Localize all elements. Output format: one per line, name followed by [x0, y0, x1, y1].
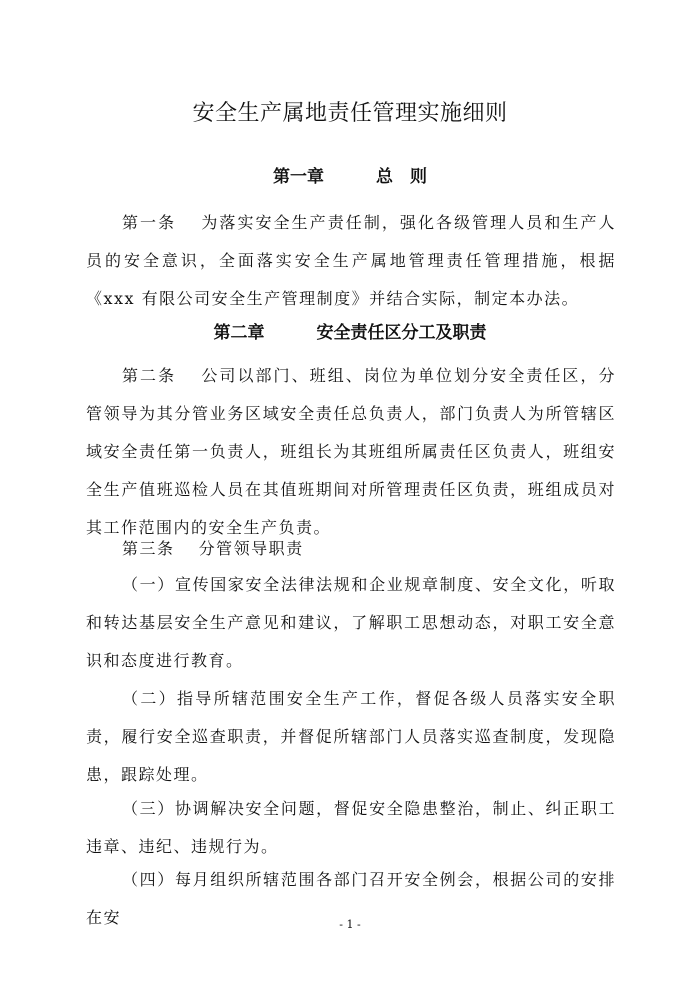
chapter-2-heading — [0, 318, 700, 343]
page-number: - 1 - — [339, 918, 361, 931]
chapter-2-number: 第二章 — [213, 323, 265, 343]
article-1: 第一条 为落实安全生产责任制，强化各级管理人员和生产人员的安全意识，全面落实安全生产属地管理责任管理措施，根据《xxx 有限公司安全生产管理制度》并结合实际，制定本办法。 — [86, 213, 616, 308]
article-3-item-3: （三）协调解决安全问题，督促安全隐患整治，制止、纠正职工违章、违纪、违规行为。 — [86, 799, 616, 856]
article-3-item-4: （四）每月组织所辖范围各部门召开安全例会，根据公司的安排在安 — [86, 870, 616, 927]
chapter-1-heading — [0, 162, 700, 187]
chapter-1-number: 第一章 — [273, 167, 324, 187]
article-2: 第二条 公司以部门、班组、岗位为单位划分安全责任区，分管领导为其分管业务区域安全责任总负责人，部门负责人为所管辖区域安全责任第一负责人，班组长为其班组所属责任区负责人，班组安全生产值班巡检人员在其值班期间对所管理责任区负责，班组成员对其工作范围内的安全生产负责。 — [86, 366, 616, 537]
chapter-2-name: 安全责任区分工及职责 — [316, 323, 487, 343]
article-3-heading: 第三条 分管领导职责 — [122, 539, 304, 558]
chapter-1-name: 总 则 — [376, 167, 427, 187]
article-3-item-1: （一）宣传国家安全法律法规和企业规章制度、安全文化，听取和转达基层安全生产意见和建议，了解职工思想动态，对职工安全意识和态度进行教育。 — [86, 575, 616, 670]
article-3-item-2: （二）指导所辖范围安全生产工作，督促各级人员落实安全职责，履行安全巡查职责，并督促所辖部门人员落实巡查制度，发现隐患，跟踪处理。 — [86, 689, 616, 784]
document-title: 安全生产属地责任管理实施细则 — [192, 101, 508, 126]
